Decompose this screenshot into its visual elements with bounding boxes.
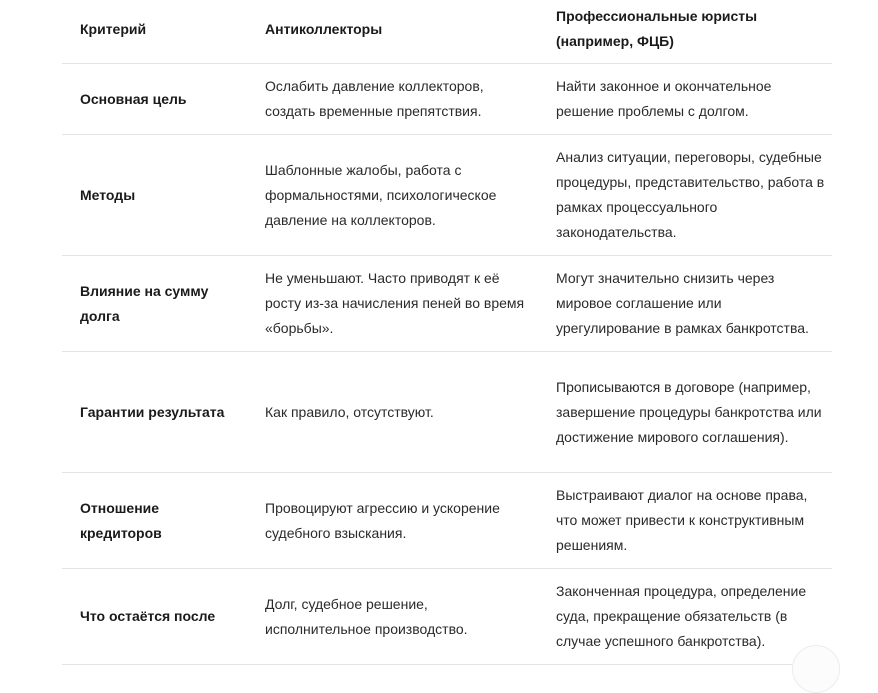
criterion-cell: Что остаётся после <box>62 569 247 665</box>
criterion-cell: Методы <box>62 135 247 256</box>
anticollectors-cell: Как правило, отсутствуют. <box>247 352 538 473</box>
criterion-cell: Гарантии результата <box>62 352 247 473</box>
criterion-cell: Влияние на сумму долга <box>62 256 247 352</box>
comparison-table <box>62 0 832 665</box>
header-anticollectors: Антиколлекторы <box>247 0 538 64</box>
lawyers-cell: Анализ ситуации, переговоры, судебные процедуры, представительство, работа в рамках процессуального законодательства. <box>538 135 832 256</box>
lawyers-cell: Законченная процедура, определение суда, прекращение обязательств (в случае успешного банкротства). <box>538 569 832 665</box>
anticollectors-cell: Шаблонные жалобы, работа с формальностями, психологическое давление на коллекторов. <box>247 135 538 256</box>
comparison-table-container <box>62 0 832 665</box>
anticollectors-cell: Не уменьшают. Часто приводят к её росту из-за начисления пеней во время «борьбы». <box>247 256 538 352</box>
anticollectors-cell: Долг, судебное решение, исполнительное производство. <box>247 569 538 665</box>
anticollectors-cell: Ослабить давление коллекторов, создать временные препятствия. <box>247 64 538 135</box>
header-lawyers: Профессиональные юристы (например, ФЦБ) <box>538 0 832 64</box>
header-criterion: Критерий <box>62 0 247 64</box>
table-row <box>62 569 832 665</box>
table-header-row <box>62 0 832 64</box>
lawyers-cell: Найти законное и окончательное решение проблемы с долгом. <box>538 64 832 135</box>
table-row <box>62 256 832 352</box>
lawyers-cell: Выстраивают диалог на основе права, что может привести к конструктивным решениям. <box>538 473 832 569</box>
criterion-cell: Отношение кредиторов <box>62 473 247 569</box>
table-row <box>62 473 832 569</box>
lawyers-cell: Могут значительно снизить через мировое соглашение или урегулирование в рамках банкротства. <box>538 256 832 352</box>
table-row <box>62 64 832 135</box>
anticollectors-cell: Провоцируют агрессию и ускорение судебного взыскания. <box>247 473 538 569</box>
table-row <box>62 352 832 473</box>
criterion-cell: Основная цель <box>62 64 247 135</box>
table-row <box>62 135 832 256</box>
lawyers-cell: Прописываются в договоре (например, завершение процедуры банкротства или достижение мирового соглашения). <box>538 352 832 473</box>
scroll-to-bottom-button[interactable] <box>792 645 840 693</box>
